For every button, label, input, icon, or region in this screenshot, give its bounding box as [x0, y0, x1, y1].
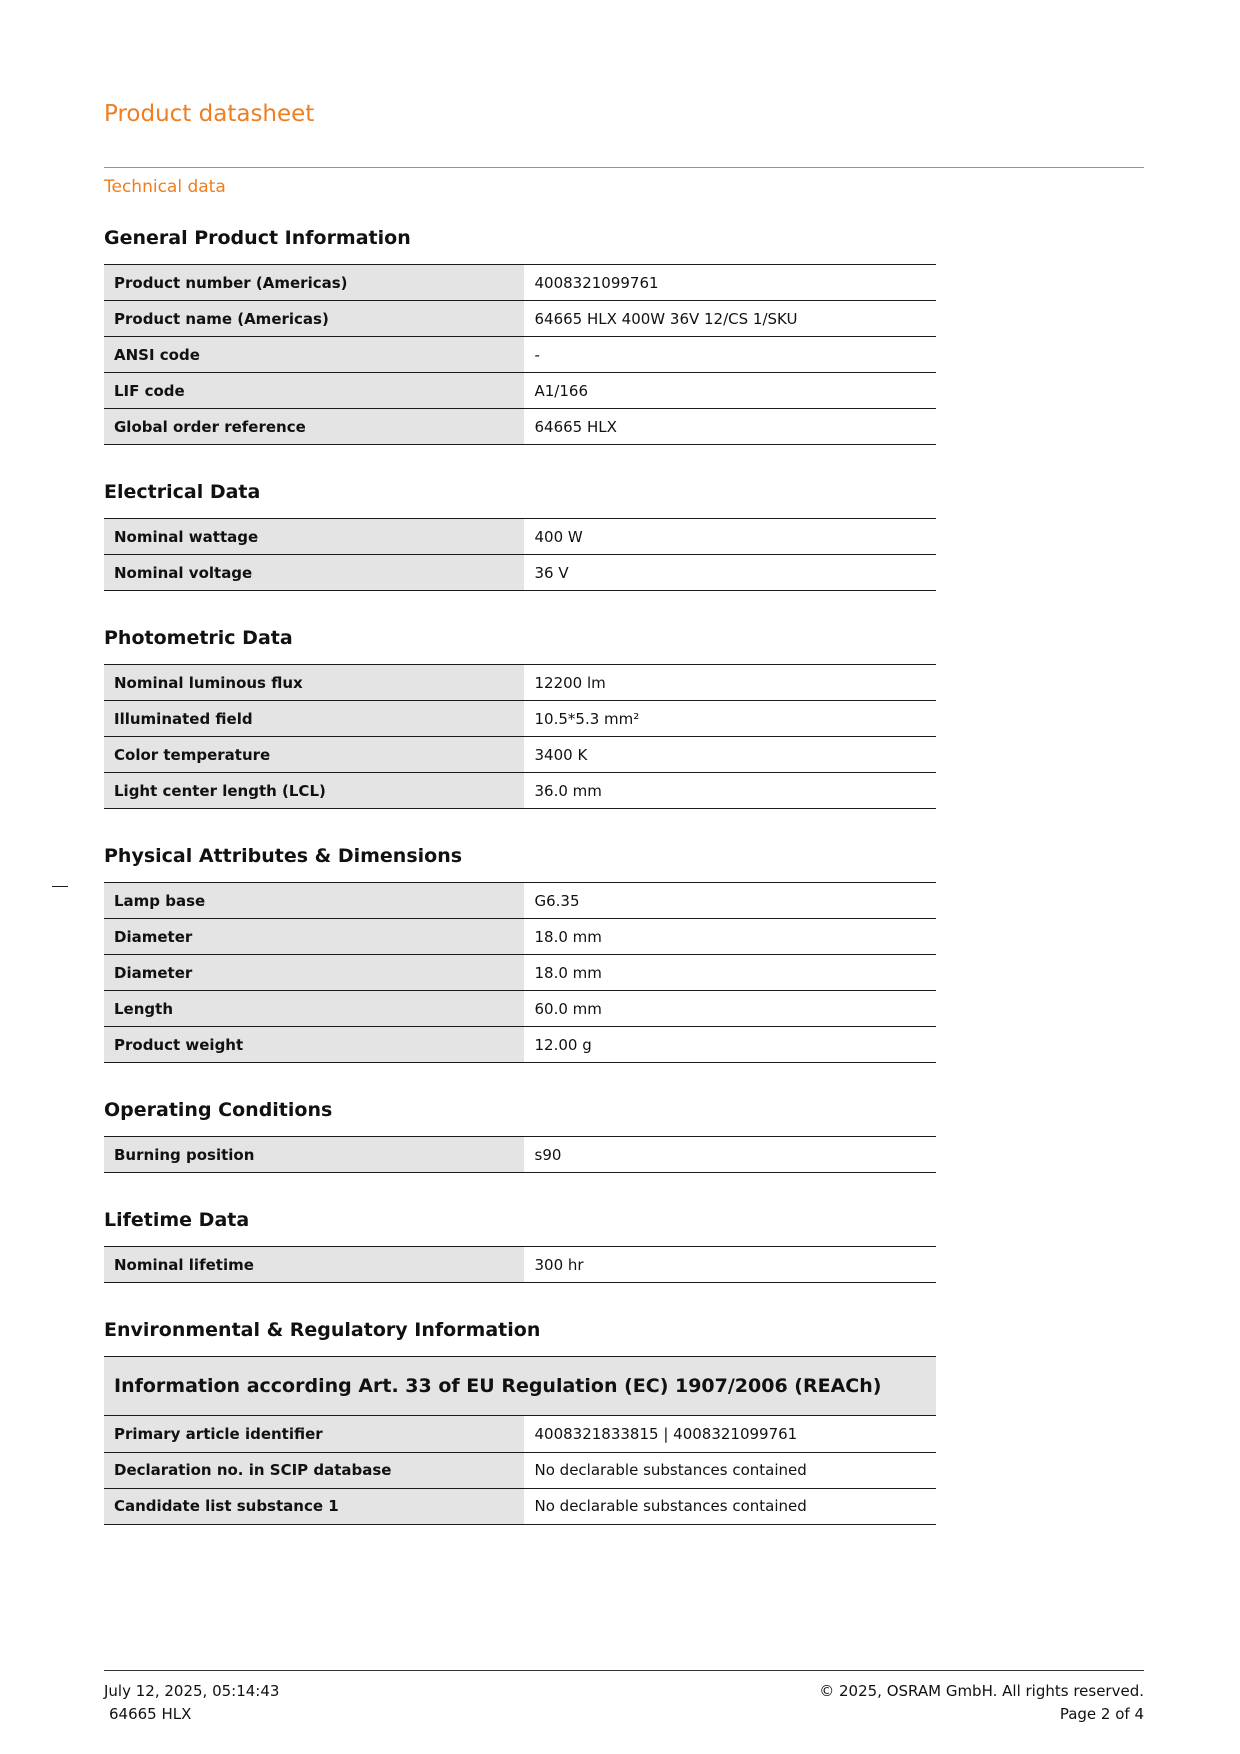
reach-block	[104, 1356, 936, 1525]
table-row	[104, 301, 936, 337]
table-row	[104, 265, 936, 301]
table-row	[104, 955, 936, 991]
row-value: No declarable substances contained	[524, 1488, 936, 1524]
row-value: A1/166	[524, 373, 936, 409]
row-label: Primary article identifier	[104, 1416, 524, 1452]
row-value: 60.0 mm	[524, 991, 936, 1027]
table-row	[104, 737, 936, 773]
row-value: 12.00 g	[524, 1027, 936, 1063]
operating-conditions-table	[104, 1136, 936, 1173]
row-value: -	[524, 337, 936, 373]
row-value: 18.0 mm	[524, 919, 936, 955]
row-label: Global order reference	[104, 409, 524, 445]
table-row	[104, 555, 936, 591]
row-value: 18.0 mm	[524, 955, 936, 991]
row-label: Product number (Americas)	[104, 265, 524, 301]
reach-heading: Information according Art. 33 of EU Regulation (EC) 1907/2006 (REACh)	[104, 1356, 936, 1416]
row-value: 10.5*5.3 mm²	[524, 701, 936, 737]
footer-product-ref: 64665 HLX	[109, 1705, 192, 1723]
row-label: Diameter	[104, 919, 524, 955]
row-value: 36.0 mm	[524, 773, 936, 809]
footer-copyright: © 2025, OSRAM GmbH. All rights reserved.	[819, 1682, 1144, 1700]
photometric-data-table	[104, 664, 936, 809]
row-label: Declaration no. in SCIP database	[104, 1452, 524, 1488]
table-row	[104, 409, 936, 445]
row-value: s90	[524, 1137, 936, 1173]
table-row	[104, 991, 936, 1027]
lifetime-data-table	[104, 1246, 936, 1283]
physical-attributes-title: Physical Attributes & Dimensions	[104, 845, 463, 867]
row-value: 4008321833815 | 4008321099761	[524, 1416, 936, 1452]
row-value: 4008321099761	[524, 265, 936, 301]
table-row	[104, 1488, 936, 1524]
table-row	[104, 1452, 936, 1488]
row-label: Color temperature	[104, 737, 524, 773]
operating-conditions-title: Operating Conditions	[104, 1099, 333, 1121]
footer-left	[104, 1680, 279, 1726]
page-title: Product datasheet	[104, 101, 315, 127]
row-label: Length	[104, 991, 524, 1027]
row-label: Illuminated field	[104, 701, 524, 737]
table-row	[104, 701, 936, 737]
electrical-data-table	[104, 518, 936, 591]
table-row	[104, 373, 936, 409]
physical-attributes-table	[104, 882, 936, 1063]
header-divider	[104, 167, 1144, 168]
table-row	[104, 665, 936, 701]
footer-page-number: Page 2 of 4	[1059, 1705, 1144, 1723]
table-row	[104, 773, 936, 809]
row-label: Product weight	[104, 1027, 524, 1063]
row-value: 64665 HLX 400W 36V 12/CS 1/SKU	[524, 301, 936, 337]
photometric-data-title: Photometric Data	[104, 627, 293, 649]
row-label: Light center length (LCL)	[104, 773, 524, 809]
row-label: Nominal voltage	[104, 555, 524, 591]
row-value: 300 hr	[524, 1247, 936, 1283]
row-value: 64665 HLX	[524, 409, 936, 445]
row-label: ANSI code	[104, 337, 524, 373]
table-row	[104, 1416, 936, 1452]
table-row	[104, 337, 936, 373]
environmental-info-title: Environmental & Regulatory Information	[104, 1319, 541, 1341]
row-label: Burning position	[104, 1137, 524, 1173]
section-subtitle: Technical data	[104, 177, 226, 197]
general-info-title: General Product Information	[104, 227, 411, 249]
footer-right	[819, 1680, 1144, 1726]
table-row	[104, 1027, 936, 1063]
row-label: LIF code	[104, 373, 524, 409]
reach-table	[104, 1416, 936, 1525]
general-info-table	[104, 264, 936, 445]
table-row	[104, 883, 936, 919]
row-label: Nominal wattage	[104, 519, 524, 555]
row-label: Nominal lifetime	[104, 1247, 524, 1283]
row-value: No declarable substances contained	[524, 1452, 936, 1488]
electrical-data-title: Electrical Data	[104, 481, 261, 503]
table-row	[104, 919, 936, 955]
row-value: 12200 lm	[524, 665, 936, 701]
margin-mark	[52, 886, 68, 887]
row-value: 400 W	[524, 519, 936, 555]
footer-date: July 12, 2025, 05:14:43	[104, 1682, 280, 1700]
table-row	[104, 519, 936, 555]
row-value: 36 V	[524, 555, 936, 591]
row-label: Lamp base	[104, 883, 524, 919]
row-label: Diameter	[104, 955, 524, 991]
row-label: Nominal luminous flux	[104, 665, 524, 701]
datasheet-content	[104, 226, 936, 1560]
table-row	[104, 1137, 936, 1173]
row-value: G6.35	[524, 883, 936, 919]
table-row	[104, 1247, 936, 1283]
lifetime-data-title: Lifetime Data	[104, 1209, 250, 1231]
row-label: Candidate list substance 1	[104, 1488, 524, 1524]
row-label: Product name (Americas)	[104, 301, 524, 337]
footer-divider	[104, 1670, 1144, 1671]
row-value: 3400 K	[524, 737, 936, 773]
